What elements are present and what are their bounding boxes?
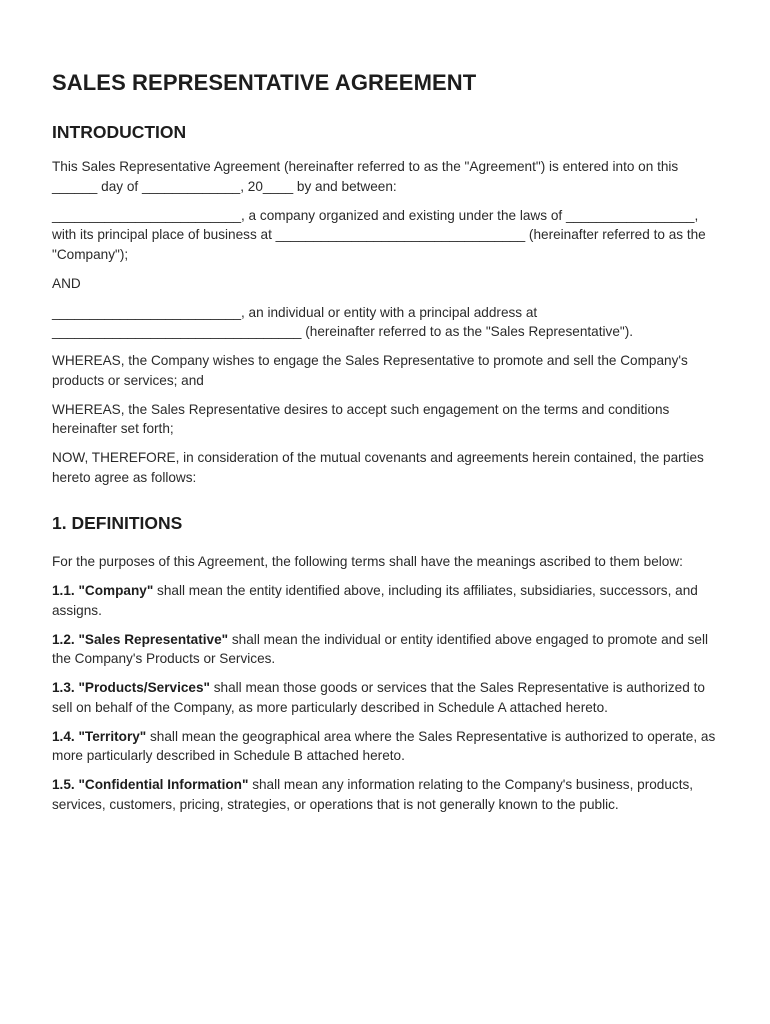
definition-term: 1.1. "Company"	[52, 583, 154, 598]
definition-text: shall mean the individual or entity identified above engaged to promote and sell the Company's Products or Services.	[52, 631, 708, 666]
definition-company	[52, 581, 724, 620]
definition-products-services	[52, 678, 724, 717]
definition-term: 1.2. "Sales Representative"	[52, 631, 229, 647]
definition-sales-representative	[52, 630, 724, 669]
agreement-intro-paragraph: This Sales Representative Agreement (hereinafter referred to as the "Agreement") is entered into on this ______ day of _____________, 20____ by and between:	[52, 159, 679, 194]
definition-confidential-information	[52, 775, 724, 814]
now-therefore-paragraph: NOW, THEREFORE, in consideration of the mutual covenants and agreements herein contained, the parties hereto agree as follows:	[52, 450, 704, 485]
company-party-paragraph: _________________________, a company organized and existing under the laws of _________________, with its principal place of business at _________________________________ (hereinafter referred to as the "Company");	[52, 207, 706, 262]
and-separator: AND	[52, 275, 81, 291]
definition-text: shall mean those goods or services that the Sales Representative is authorized to sell on behalf of the Company, as more particularly described in Schedule A attached hereto.	[52, 680, 705, 715]
definition-term: 1.4. "Territory"	[52, 728, 147, 744]
whereas-paragraph-2: WHEREAS, the Sales Representative desires to accept such engagement on the terms and conditions hereinafter set forth;	[52, 401, 670, 436]
document-title: SALES REPRESENTATIVE AGREEMENT	[52, 70, 477, 95]
whereas-paragraph-1: WHEREAS, the Company wishes to engage the Sales Representative to promote and sell the Company's products or services; and	[52, 353, 688, 388]
definition-text: shall mean the entity identified above, including its affiliates, subsidiaries, successors, and assigns.	[52, 583, 698, 618]
sales-rep-party-paragraph: _________________________, an individual or entity with a principal address at _________________________________ (hereinafter referred to as the "Sales Representative").	[52, 304, 634, 339]
definition-term: 1.5. "Confidential Information"	[52, 777, 249, 792]
definitions-heading: 1. DEFINITIONS	[52, 513, 183, 533]
definitions-intro: For the purposes of this Agreement, the following terms shall have the meanings ascribed to them below:	[52, 554, 683, 569]
definition-term: 1.3. "Products/Services"	[52, 680, 210, 695]
definition-text: shall mean the geographical area where the Sales Representative is authorized to operate, as more particularly described in Schedule B attached hereto.	[52, 728, 716, 763]
definition-territory	[52, 727, 724, 766]
definition-text: shall mean any information relating to the Company's business, products, services, customers, pricing, strategies, or operations that is not generally known to the public.	[52, 777, 694, 812]
document-content	[52, 70, 724, 824]
introduction-heading: INTRODUCTION	[52, 122, 187, 142]
